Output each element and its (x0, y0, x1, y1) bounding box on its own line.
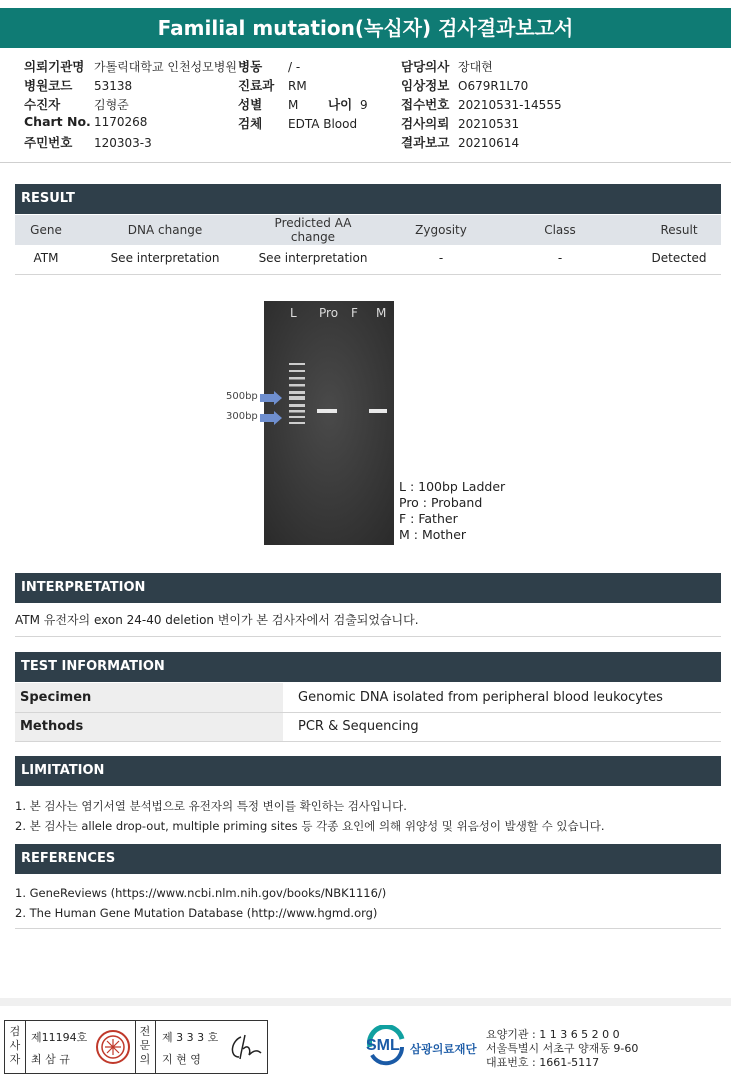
arrow-right-icon (260, 391, 282, 405)
inspector-license-no: 제11194호 (31, 1031, 88, 1044)
resident-no-label: 주민번호 (24, 135, 73, 150)
org-code: 요양기관 : 1 1 3 6 5 2 0 0 (486, 1028, 620, 1041)
clinical-info-value: O679R1L70 (458, 79, 529, 93)
department-label: 진료과 (238, 78, 275, 93)
age-value: 9 (360, 98, 368, 112)
specimen-label: 검체 (238, 116, 263, 131)
handwritten-signature-icon (227, 1031, 263, 1063)
cell-result: Detected (651, 251, 707, 265)
methods-value: PCR & Sequencing (298, 719, 419, 734)
references-section-header: REFERENCES (15, 844, 721, 874)
limitation-item-1: 1. 본 검사는 염기서열 분석법으로 유전자의 특정 변이를 확인하는 검사입니다. (15, 799, 407, 813)
lane-label-f: F (351, 306, 358, 320)
report-title: Familial mutation(녹십자) 검사결과보고서 (0, 8, 731, 48)
legend-mother: M : Mother (399, 527, 467, 542)
ward-value: / - (288, 60, 301, 74)
request-date-value: 20210531 (458, 117, 520, 131)
resident-no-value: 120303-3 (94, 136, 152, 150)
gel-legend (399, 479, 505, 543)
col-zygosity: Zygosity (415, 223, 467, 237)
doctor-label: 담당의사 (401, 59, 450, 74)
interpretation-text: ATM 유전자의 exon 24-40 deletion 변이가 본 검사자에서 검출되었습니다. (15, 613, 419, 627)
department-value: RM (288, 79, 307, 93)
marker-arrows (258, 390, 284, 426)
chart-no-label: Chart No. (24, 114, 91, 129)
col-gene: Gene (30, 223, 62, 237)
test-information-section-header: TEST INFORMATION (15, 652, 721, 682)
specialist-label: 전문의 (139, 1025, 151, 1066)
methods-label: Methods (15, 713, 283, 741)
sml-logo (364, 1025, 484, 1067)
references-divider (15, 928, 721, 929)
specialist-name: 지 현 영 (162, 1053, 201, 1066)
reference-item-1: 1. GeneReviews (https://www.ncbi.nlm.nih.gov/books/NBK1116/) (15, 886, 387, 900)
arrow-right-icon (260, 411, 282, 425)
cell-zygosity: - (438, 251, 444, 265)
header-middle (238, 57, 368, 133)
specialist-license-no: 제 3 3 3 호 (162, 1031, 219, 1044)
lane-label-pro: Pro (319, 306, 339, 320)
org-name: 삼광의료재단 (410, 1042, 477, 1056)
result-section-header: RESULT (15, 184, 721, 214)
signature-divider (155, 1021, 156, 1073)
inspector-label: 검사자 (9, 1025, 21, 1066)
hospital-code-value: 53138 (94, 79, 133, 93)
cell-gene: ATM (33, 251, 59, 265)
report-date-value: 20210614 (458, 136, 520, 150)
specimen-label: Specimen (15, 683, 283, 712)
limitation-item-2: 2. 본 검사는 allele drop-out, multiple priming sites 등 각종 요인에 의해 위양성 및 위음성이 발생할 수 있습니다. (15, 819, 605, 833)
inspector-name: 최 삼 규 (31, 1053, 70, 1066)
doctor-value: 장대현 (458, 60, 493, 74)
clinical-info-label: 임상정보 (401, 78, 450, 93)
signature-divider (25, 1021, 26, 1073)
signature-box (4, 1020, 268, 1074)
signature-divider (135, 1021, 136, 1073)
interpretation-section-header: INTERPRETATION (15, 573, 721, 603)
patient-value: 김형준 (94, 98, 129, 112)
col-aa-change-label: Predicted AA change (274, 216, 352, 244)
specimen-value: Genomic DNA isolated from peripheral blood leukocytes (298, 690, 663, 705)
hospital-code-label: 병원코드 (24, 78, 73, 93)
legend-father: F : Father (399, 511, 458, 526)
sex-value: M (288, 98, 299, 112)
reference-item-2: 2. The Human Gene Mutation Database (http://www.hgmd.org) (15, 906, 378, 920)
receipt-no-value: 20210531-14555 (458, 98, 562, 112)
ward-label: 병동 (238, 59, 263, 74)
col-class: Class (544, 223, 576, 237)
report-date-label: 결과보고 (401, 135, 450, 150)
header-divider (0, 162, 731, 163)
header-left (24, 57, 237, 152)
table-row (15, 251, 721, 269)
result-table-header (15, 215, 721, 245)
org-address: 서울특별시 서초구 양재동 9-60 (486, 1042, 639, 1055)
col-aa-change (253, 215, 373, 245)
legend-proband: Pro : Proband (399, 495, 483, 510)
lane-label-l: L (290, 306, 297, 320)
header-right (401, 57, 562, 152)
seal-stamp-icon (95, 1029, 131, 1065)
limitation-section-header: LIMITATION (15, 756, 721, 786)
marker-300bp-label: 300bp (226, 411, 258, 422)
test-info-bottom-divider (15, 741, 721, 742)
cell-aa-change: See interpretation (258, 251, 368, 265)
request-date-label: 검사의뢰 (401, 116, 450, 131)
age-label: 나이 (328, 97, 353, 112)
chart-no-value: 1170268 (94, 115, 148, 129)
col-result: Result (660, 223, 698, 237)
receipt-no-label: 접수번호 (401, 97, 450, 112)
patient-label: 수진자 (24, 97, 61, 112)
sex-label: 성별 (238, 97, 263, 112)
requesting-institution-label: 의뢰기관명 (24, 59, 85, 74)
footer-divider (0, 998, 731, 1006)
legend-ladder: L : 100bp Ladder (399, 479, 506, 494)
specimen-value: EDTA Blood (288, 117, 358, 131)
marker-500bp-label: 500bp (226, 391, 258, 402)
cell-dna-change: See interpretation (110, 251, 220, 265)
org-phone: 대표번호 : 1661-5117 (486, 1056, 600, 1069)
col-dna-change: DNA change (127, 223, 203, 237)
cell-class: - (557, 251, 563, 265)
requesting-institution-value: 가톨릭대학교 인천성모병원 (94, 60, 237, 74)
result-row-divider (15, 274, 721, 275)
lane-label-m: M (376, 306, 387, 320)
org-info (486, 1028, 638, 1070)
sml-logo-text: SML (366, 1037, 400, 1054)
interpretation-divider (15, 636, 721, 637)
